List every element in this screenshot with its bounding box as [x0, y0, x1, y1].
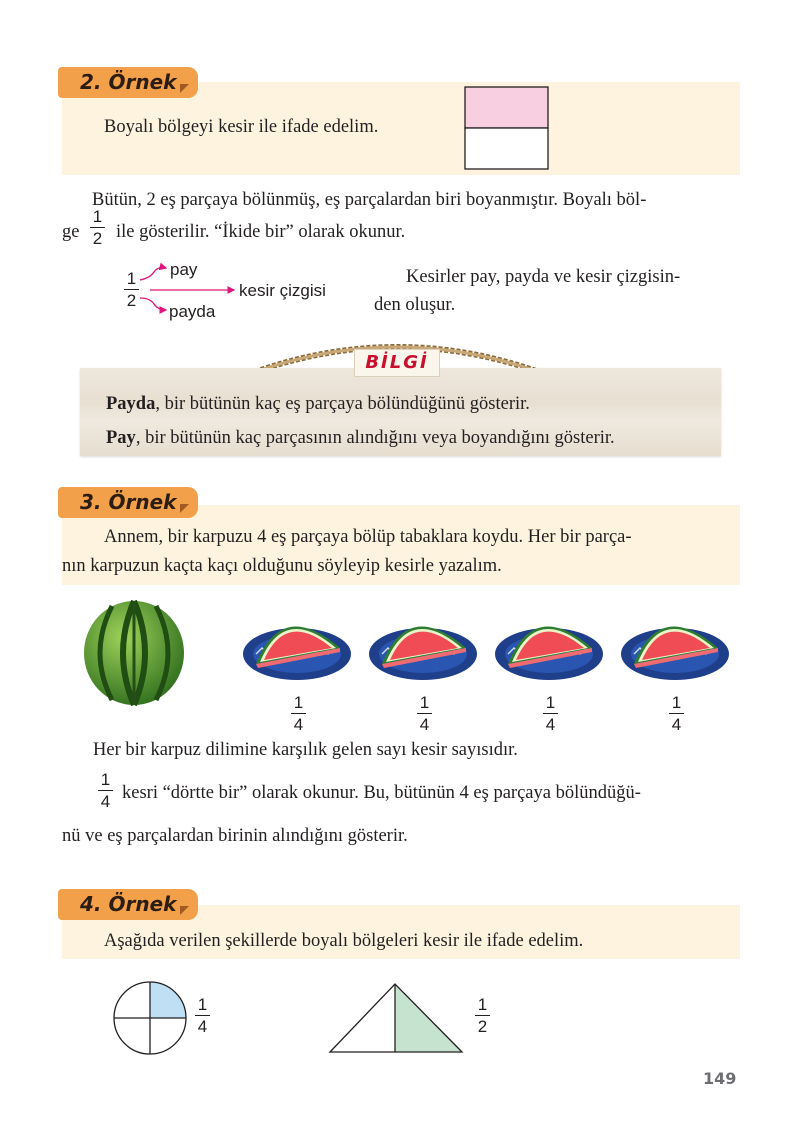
example-2-tag: 2. Örnek: [58, 67, 198, 98]
watermelon-slice-plate: [242, 604, 352, 684]
label-payda: payda: [169, 302, 216, 321]
bilgi-title: BİLGİ: [354, 349, 440, 377]
slice-fraction-numerator: 1: [419, 693, 430, 712]
label-pay: pay: [170, 260, 198, 279]
example-2-prompt: Boyalı bölgeyi kesir ile ifade edelim.: [104, 117, 379, 137]
fraction-denominator: 4: [100, 792, 111, 812]
fraction-one-half: [90, 207, 105, 248]
example-3-tag: 3. Örnek: [58, 487, 198, 518]
diagram-denominator: 2: [126, 291, 137, 311]
slice-fraction-bar: [291, 713, 306, 714]
example-2-explanation-line-1: Bütün, 2 eş parçaya bölünmüş, eş parçalardan biri boyanmıştır. Boyalı böl-: [92, 190, 647, 210]
half-triangle-figure: [328, 982, 464, 1054]
example-4-prompt: Aşağıda verilen şekillerde boyalı bölgeleri kesir ile ifade edelim.: [104, 931, 584, 951]
example-3-after-line-3: nü ve eş parçalardan birinin alındığını gösterir.: [62, 826, 408, 846]
bilgi-term-payda: Payda: [106, 394, 156, 414]
tag-fold-decoration: [180, 504, 189, 513]
shaded-rectangle-figure: [464, 86, 550, 170]
fraction-parts-text-line-1: Kesirler pay, payda ve kesir çizgisin-: [406, 267, 681, 287]
slice-fraction-bar: [543, 713, 558, 714]
quarter-circle-figure: [112, 980, 188, 1056]
tag-fold-decoration: [180, 84, 189, 93]
slice-fraction-numerator: 1: [545, 693, 556, 712]
example-4-tag: 4. Örnek: [58, 889, 198, 920]
slice-fraction-denominator: 4: [293, 715, 304, 735]
watermelon-slice-plate: [494, 604, 604, 684]
bilgi-item-pay: [106, 425, 615, 451]
fraction-one-quarter: [98, 770, 113, 811]
slice-fraction-denominator: 4: [545, 715, 556, 735]
slice-fraction-numerator: 1: [671, 693, 682, 712]
circle-fraction: [195, 995, 210, 1036]
bilgi-term-pay: Pay: [106, 428, 136, 448]
watermelon-slice-plate: [368, 604, 478, 684]
fraction-numerator: 1: [100, 770, 111, 789]
example-3-prompt-line-2: nın karpuzun kaçta kaçı olduğunu söyleyip kesirle yazalım.: [62, 556, 502, 576]
slice-fraction-bar: [417, 713, 432, 714]
slice-fraction-bar: [669, 713, 684, 714]
label-kesir-cizgisi: kesir çizgisi: [239, 281, 326, 300]
fraction-bar: [90, 227, 105, 228]
fraction-parts-text-line-2: den oluşur.: [374, 295, 456, 315]
diagram-numerator: 1: [126, 269, 137, 288]
example-3-after-line-1: Her bir karpuz dilimine karşılık gelen sayı kesir sayısıdır.: [93, 740, 518, 760]
example-2-explanation-ge: ge: [62, 222, 80, 242]
page-number: 149: [703, 1069, 737, 1088]
slice-fraction-denominator: 4: [419, 715, 430, 735]
triangle-fraction: [475, 995, 490, 1036]
slice-fraction: [291, 693, 306, 734]
bilgi-item-payda: [106, 391, 530, 417]
circle-fraction-bar: [195, 1015, 210, 1016]
slice-fraction: [417, 693, 432, 734]
example-3-prompt-line-1: Annem, bir karpuzu 4 eş parçaya bölüp tabaklara koydu. Her bir parça-: [104, 527, 632, 547]
triangle-fraction-numerator: 1: [477, 995, 488, 1014]
fraction-bar: [98, 790, 113, 791]
slice-fraction-denominator: 4: [671, 715, 682, 735]
fraction-numerator: 1: [92, 207, 103, 226]
fraction-denominator: 2: [92, 229, 103, 249]
bilgi-definition-pay: , bir bütünün kaç parçasının alındığını veya boyandığını gösterir.: [135, 428, 615, 448]
watermelon-slice-plate: [620, 604, 730, 684]
example-3-after-line-2: kesri “dörtte bir” olarak okunur. Bu, bütünün 4 eş parçaya bölündüğü-: [122, 783, 641, 803]
triangle-fraction-bar: [475, 1015, 490, 1016]
watermelon-whole: [82, 600, 186, 706]
circle-fraction-numerator: 1: [197, 995, 208, 1014]
example-2-explanation-line-2: ile gösterilir. “İkide bir” olarak okunur.: [116, 222, 406, 242]
circle-fraction-denominator: 4: [197, 1017, 208, 1037]
triangle-fraction-denominator: 2: [477, 1017, 488, 1037]
slice-fraction: [543, 693, 558, 734]
slice-fraction: [669, 693, 684, 734]
slice-fraction-numerator: 1: [293, 693, 304, 712]
bilgi-definition-payda: , bir bütünün kaç eş parçaya bölündüğünü gösterir.: [155, 394, 530, 414]
tag-fold-decoration: [180, 906, 189, 915]
